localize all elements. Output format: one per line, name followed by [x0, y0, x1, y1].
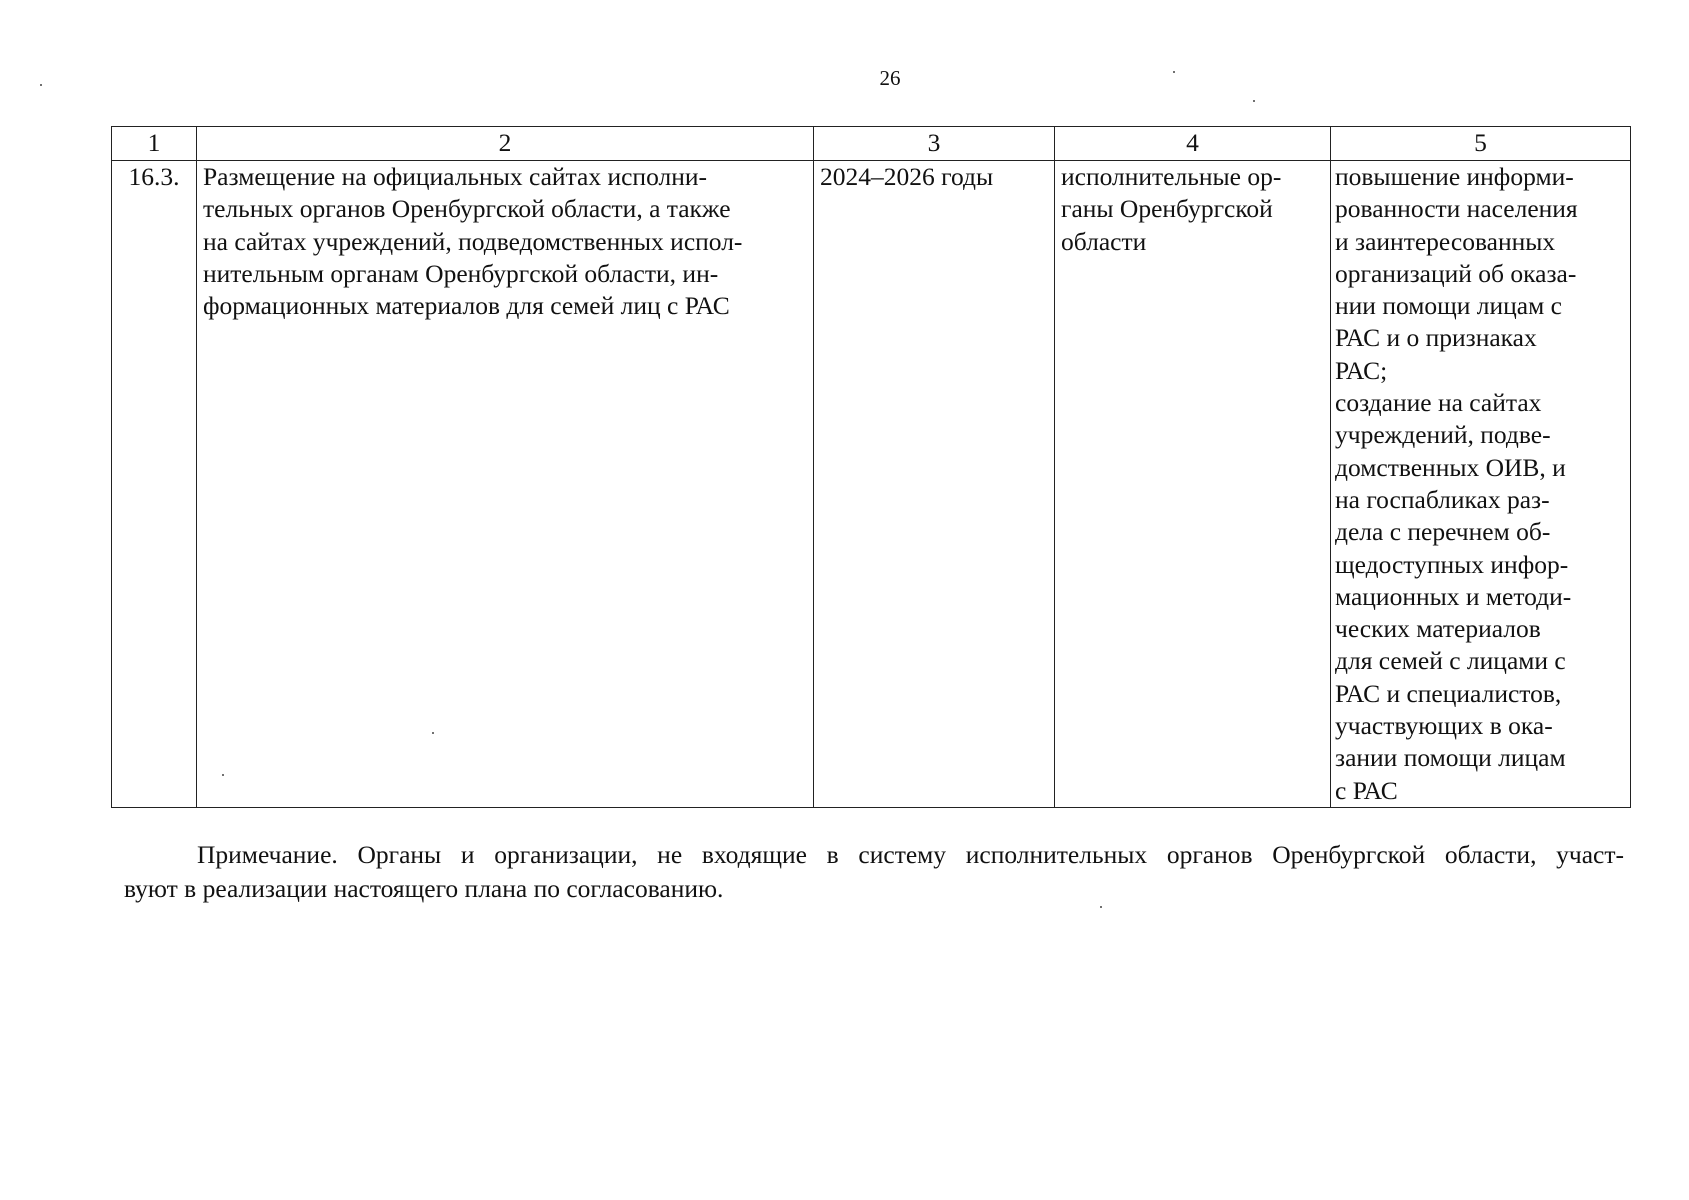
plan-table	[111, 126, 1631, 808]
footnote-line-1: Примечание. Органы и организации, не входящие в систему исполнительных органов Оренбургской области, участ-	[197, 840, 1624, 869]
table-header-row	[112, 127, 1631, 161]
responsible-cell: исполнительные ор- ганы Оренбургской области	[1055, 161, 1331, 808]
measure-cell: Размещение на официальных сайтах исполни- тельных органов Оренбургской области, а также на сайтах учреждений, подведомственных испол- нительным органам Оренбургской области, ин- формационных материалов для семей лиц с РАС	[197, 161, 814, 808]
scan-speck	[1253, 100, 1255, 102]
page-number: 26	[879, 66, 901, 90]
table-row	[112, 161, 1631, 808]
column-number-5: 5	[1331, 127, 1631, 161]
footnote-line-2: вуют в реализации настоящего плана по согласованию.	[124, 874, 724, 903]
column-number-1: 1	[112, 127, 197, 161]
scan-speck	[1173, 71, 1175, 73]
result-cell: повышение информи- рованности населения и заинтересованных организаций об оказа- нии помощи лицам с РАС и о признаках РАС; создание на сайтах учреждений, подве- домственных ОИВ, и на госпабликах раз- дела с перечнем об- щедоступных инфор- мационных и методи- ческих материалов для семей с лицами с РАС и специалистов, участвующих в ока- зании помощи лицам с РАС	[1331, 161, 1631, 808]
term-cell: 2024–2026 годы	[814, 161, 1055, 808]
column-number-3: 3	[814, 127, 1055, 161]
column-number-2: 2	[197, 127, 814, 161]
scan-speck	[1100, 906, 1102, 908]
row-number: 16.3.	[112, 161, 197, 808]
column-number-4: 4	[1055, 127, 1331, 161]
scan-speck	[40, 84, 42, 86]
footnote	[124, 838, 1624, 906]
